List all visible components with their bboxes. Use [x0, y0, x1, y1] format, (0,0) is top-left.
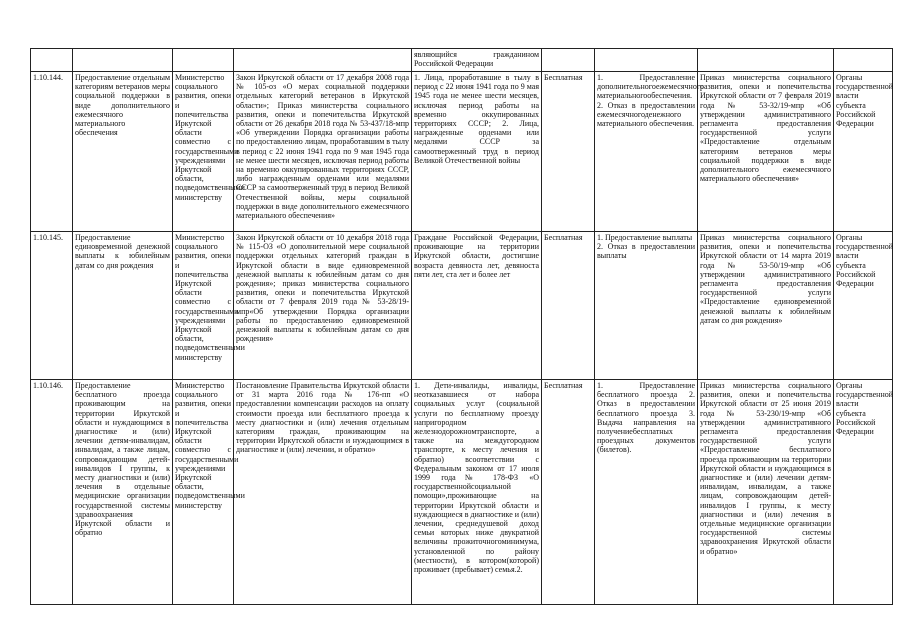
row-number: 1.10.145.	[31, 232, 73, 380]
service-name: Предоставление бесплатного проезда проживающим на территории Иркутской области и нуждающимся в диагностике и (или) лечении детям-инвалидам, инвалидам, а также лицам, сопровождающим детей-инвалидов I группы, к месту диагностики и (или) лечения в отдельные медицинские организации государственной системы здравоохранения Иркутской области и обратно	[73, 380, 173, 605]
authority-level	[834, 49, 893, 72]
service-result: 1. Предоставление дополнительногоежемесячного материальногообеспечения. 2. Отказ в предоставлении ежемесячногоденежного материального обеспечения.	[595, 72, 698, 232]
row-number: 1.10.144.	[31, 72, 73, 232]
regulation-order: Приказ министерства социального развития, опеки и попечительства Иркутской области от 14 марта 2019 года № 53-50/19-мпр «Об утверждении административного регламента предоставления государственной услуги «Предоставление единовременной денежной выплаты к юбилейным датам со дня рождения»	[698, 232, 834, 380]
row-number: 1.10.146.	[31, 380, 73, 605]
payment-basis: Бесплатная	[542, 72, 595, 232]
services-table	[30, 48, 893, 605]
table-row	[31, 49, 893, 72]
recipients: 1. Лица, проработавшие в тылу в период с 22 июня 1941 года по 9 мая 1945 года не менее шести месяцев, исключая период работы на временно оккупированных территориях СССР; 2. Лица, награжденные орденами или медалями СССР за самоотверженный труд в период Великой Отечественной войны	[412, 72, 542, 232]
legal-basis: Закон Иркутской области от 10 декабря 2018 года № 115-ОЗ «О дополнительной мере социальной поддержки отдельных категорий граждан в Иркутской области в виде единовременной денежной выплаты к юбилейным датам со дня рождения»; приказ министерства социального развития, опеки и попечительства Иркутской области от 7 февраля 2019 года № 53-28/19-мпр«Об утверждении Порядка организации работы по предоставлению единовременной денежной выплаты к юбилейным датам со дня рождения»	[234, 232, 412, 380]
payment-basis: Бесплатная	[542, 232, 595, 380]
regulation-order	[698, 49, 834, 72]
service-result: 1. Предоставление бесплатного проезда 2. Отказ в предоставлении бесплатного проезда 3. Выдача направления на получениебесплатных проездных документов (билетов).	[595, 380, 698, 605]
recipients: Граждане Российской Федерации, проживающие на территории Иркутской области, достигшие возраста девяноста лет, девяноста пяти лет, ста лет и более лет	[412, 232, 542, 380]
authority-level: Органы государственной власти субъекта Российской Федерации	[834, 72, 893, 232]
service-name: Предоставление единовременной денежной выплаты к юбилейным датам со дня рождения	[73, 232, 173, 380]
responsible-ministry: Министерство социального развития, опеки и попечительства Иркутской области совместно с государственными учреждениями Иркутской области, подведомственными министерству	[173, 232, 234, 380]
payment-basis: Бесплатная	[542, 380, 595, 605]
service-name: Предоставление отдельным категориям ветеранов меры социальной поддержки в виде дополнительного ежемесячного материального обеспечения	[73, 72, 173, 232]
recipients: 1. Дети-инвалиды, инвалиды, неотказавшиеся от набора социальных услуг (социальной услуги по бесплатному проезду напригородном железнодорожномтранспорте, а также на междугородном транспорте, к месту лечения и обратно) всоответствии с Федеральным законом от 17 июля 1999 года№ 178-ФЗ «О государственнойсоциальной помощи»,проживающие на территории Иркутской области и нуждающиеся в диагностике и (или) лечении, среднедушевой доход семьи которых ниже двукратной величины прожиточногоминимума, установленной по району (местности), в котором(которой) проживает (пребывает) семья.2.	[412, 380, 542, 605]
responsible-ministry	[173, 49, 234, 72]
payment-basis	[542, 49, 595, 72]
recipients: являющийся гражданином Российской Федерации	[412, 49, 542, 72]
service-name	[73, 49, 173, 72]
regulation-order: Приказ министерства социального развития, опеки и попечительства Иркутской области от 7 февраля 2019 года № 53-32/19-мпр «Об утверждении административного регламента предоставления государственной услуги «Предоставление отдельным категориям ветеранов меры социальной поддержки в виде дополнительного ежемесячного материального обеспечения»	[698, 72, 834, 232]
legal-basis: Постановление Правительства Иркутской области от 31 марта 2016 года № 176-пп «О предоставлении компенсации расходов на оплату стоимости проезда или бесплатного проезда к месту диагностики и (или) лечения отдельным категориям граждан, проживающим на территории Иркутской области и нуждающимся в диагностике и (или) лечении, и обратно»	[234, 380, 412, 605]
table-row	[31, 72, 893, 232]
legal-basis: Закон Иркутской области от 17 декабря 2008 года № 105-оз «О мерах социальной поддержки отдельных категорий ветеранов в Иркутской области»; Приказ министерства социального развития, опеки и попечительства Иркутской области от 26 декабря 2018 года № 53-437/18-мпр «Об утверждении Порядка организации работы по предоставлению лицам, проработавшим в тылу в период с 22 июня 1941 года по 9 мая 1945 года не менее шести месяцев, исключая период работы на временно оккупированных территориях СССР, либо награжденным орденами или медалями СССР за самоотверженный труд в период Великой Отечественной войны, меры социальной поддержки в виде дополнительного ежемесячного материального обеспечения»	[234, 72, 412, 232]
responsible-ministry: Министерство социального развития, опеки и попечительства Иркутской области совместно с государственными учреждениями Иркутской области, подведомственными министерству	[173, 72, 234, 232]
service-result	[595, 49, 698, 72]
service-result: 1. Предоставление выплаты 2. Отказ в предоставлении выплаты	[595, 232, 698, 380]
authority-level: Органы государственной власти субъекта Российской Федерации	[834, 380, 893, 605]
table-row	[31, 380, 893, 605]
responsible-ministry: Министерство социального развития, опеки и попечительства Иркутской области совместно с государственными учреждениями Иркутской области, подведомственными министерству	[173, 380, 234, 605]
authority-level: Органы государственной власти субъекта Российской Федерации	[834, 232, 893, 380]
legal-basis	[234, 49, 412, 72]
table-row	[31, 232, 893, 380]
row-number	[31, 49, 73, 72]
regulation-order: Приказ министерства социального развития, опеки и попечительства Иркутской области от 25 июня 2019 года № 53-230/19-мпр «Об утверждении административного регламента предоставления государственной услуги «Предоставление бесплатного проезда проживающим на территории Иркутской области и нуждающимся в диагностике и (или) лечении детям-инвалидам, инвалидам, а также лицам, сопровождающим детей-инвалидов I группы, к месту диагностики и (или) лечения в отдельные медицинские организации государственной системы здравоохранения Иркутской области и обратно»	[698, 380, 834, 605]
